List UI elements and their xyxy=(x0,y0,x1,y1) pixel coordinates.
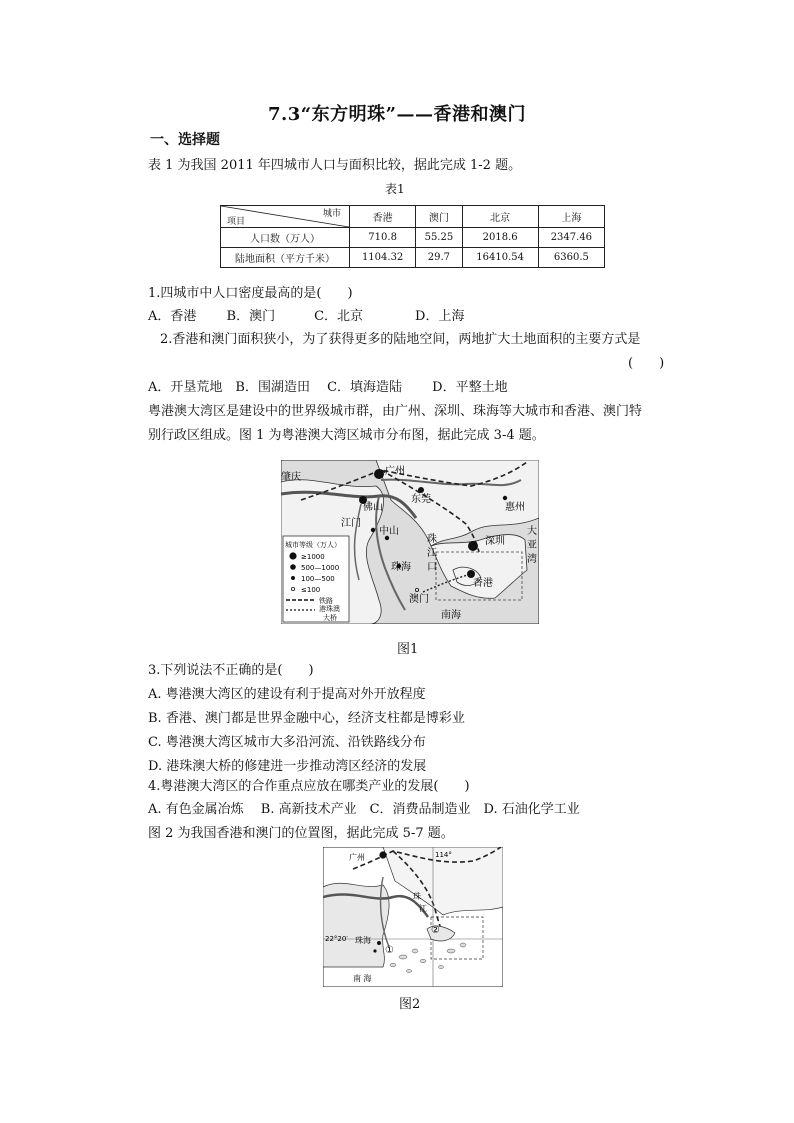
question-4: 4.粤港澳大湾区的合作重点应放在哪类产业的发展( ) xyxy=(148,779,470,794)
map1-water-label: 湾 xyxy=(527,554,537,565)
legend-item: 100—500 xyxy=(301,575,335,583)
map1-water-label: 南海 xyxy=(441,610,461,621)
table-cell: 6360.5 xyxy=(538,248,604,268)
row-label: 陆地面积（平方千米） xyxy=(221,248,350,268)
intro-q1-2: 表 1 为我国 2011 年四城市人口与面积比较，据此完成 1-2 题。 xyxy=(148,158,522,173)
map2-label: 22°20′ xyxy=(325,935,348,943)
map1-water-label: 珠 xyxy=(427,534,437,545)
table-cell: 55.25 xyxy=(416,228,462,248)
map2-label: 南 海 xyxy=(353,974,372,983)
map1-water-label: 大 xyxy=(527,526,537,537)
question-1: 1.四城市中人口密度最高的是( ) xyxy=(148,286,353,301)
section-heading: 一、选择题 xyxy=(150,132,220,148)
map2-label: 114° xyxy=(435,851,452,859)
question-3-option-a: A. 粤港澳大湾区的建设有利于提高对外开放程度 xyxy=(148,687,426,702)
map2-caption: 图2 xyxy=(399,997,421,1012)
hk-macau-location-map xyxy=(323,847,503,987)
map1-water-label: 口 xyxy=(427,562,437,573)
table-row xyxy=(221,228,605,248)
map1-water-label: 江 xyxy=(427,548,437,559)
map1-city-label: 珠海 xyxy=(391,562,411,573)
corner-item-label: 项目 xyxy=(227,217,246,227)
legend-item: 500—1000 xyxy=(301,564,340,572)
question-4-options: A. 有色金属冶炼 B. 高新技术产业 C．消费品制造业 D. 石油化学工业 xyxy=(148,802,580,817)
legend-item: ≥1000 xyxy=(301,553,325,561)
legend-bridge: 港珠澳 xyxy=(319,605,340,613)
map1-city-label: 深圳 xyxy=(485,536,505,547)
table-header-row xyxy=(221,206,605,228)
map2-marker-2: ② xyxy=(431,925,440,936)
table-cell: 2018.6 xyxy=(462,228,538,248)
question-2-options: A．开垦荒地 B．围湖造田 C．填海造陆 D．平整土地 xyxy=(148,380,508,395)
map2-label: 江 xyxy=(419,904,427,913)
table-cell: 29.7 xyxy=(416,248,462,268)
question-2: 2.香港和澳门面积狭小，为了获得更多的陆地空间，两地扩大土地面积的主要方式是 xyxy=(160,332,641,347)
table-cell: 2347.46 xyxy=(538,228,604,248)
table-cell: 16410.54 xyxy=(462,248,538,268)
row-label: 人口数（万人） xyxy=(221,228,350,248)
bay-area-map xyxy=(281,460,539,624)
legend-title: 城市等级（万人） xyxy=(285,541,341,549)
question-2-paren: ( ) xyxy=(628,356,665,371)
table-row xyxy=(221,248,605,268)
map2-label: 珠海 xyxy=(355,936,371,945)
table-corner-cell xyxy=(221,206,350,228)
legend-rail: 铁路 xyxy=(319,597,333,605)
map2-marker-1: ① xyxy=(385,945,394,956)
page-title: 7.3“东方明珠”——香港和澳门 xyxy=(267,104,527,125)
legend-item: ≤100 xyxy=(301,586,321,594)
paragraph-bay-area-1: 粤港澳大湾区是建设中的世界级城市群，由广州、深圳、珠海等大城市和香港、澳门特 xyxy=(148,404,643,419)
table-header: 北京 xyxy=(462,206,538,228)
map1-city-label: 澳门 xyxy=(409,594,429,605)
map1-caption: 图1 xyxy=(397,642,419,657)
table-cell: 710.8 xyxy=(350,228,416,248)
map1-city-label: 东莞 xyxy=(411,494,431,505)
map2-label: 广州 xyxy=(349,853,365,862)
intro-q5-7: 图 2 为我国香港和澳门的位置图，据此完成 5-7 题。 xyxy=(148,826,454,841)
table-cell: 1104.32 xyxy=(350,248,416,268)
corner-city-label: 城市 xyxy=(322,209,341,219)
legend-bridge: 大桥 xyxy=(323,614,337,622)
table-header: 上海 xyxy=(538,206,604,228)
map1-city-label: 中山 xyxy=(379,526,399,537)
map2-label: 珠 xyxy=(413,892,421,901)
paragraph-bay-area-2: 别行政区组成。图 1 为粤港澳大湾区城市分布图，据此完成 3-4 题。 xyxy=(148,428,545,443)
map1-city-label: 佛山 xyxy=(363,502,383,513)
table-header: 香港 xyxy=(350,206,416,228)
question-3-option-c: C. 粤港澳大湾区城市大多沿河流、沿铁路线分布 xyxy=(148,735,426,750)
city-comparison-table xyxy=(220,205,605,268)
table-header: 澳门 xyxy=(416,206,462,228)
map1-city-label: 香港 xyxy=(473,578,493,589)
map1-water-label: 亚 xyxy=(527,540,537,551)
question-3: 3.下列说法不正确的是( ) xyxy=(148,663,314,678)
map1-city-label: 江门 xyxy=(341,518,361,529)
table-caption: 表1 xyxy=(385,182,405,196)
question-1-options: A．香港 B．澳门 C．北京 D．上海 xyxy=(148,309,465,324)
question-3-option-b: B. 香港、澳门都是世界金融中心，经济支柱都是博彩业 xyxy=(148,711,465,726)
question-3-option-d: D. 港珠澳大桥的修建进一步推动湾区经济的发展 xyxy=(148,759,427,774)
map1-city-label: 肇庆 xyxy=(281,472,301,483)
map1-city-label: 广州 xyxy=(385,466,405,477)
map1-city-label: 惠州 xyxy=(505,502,525,513)
map1-legend xyxy=(283,536,349,622)
